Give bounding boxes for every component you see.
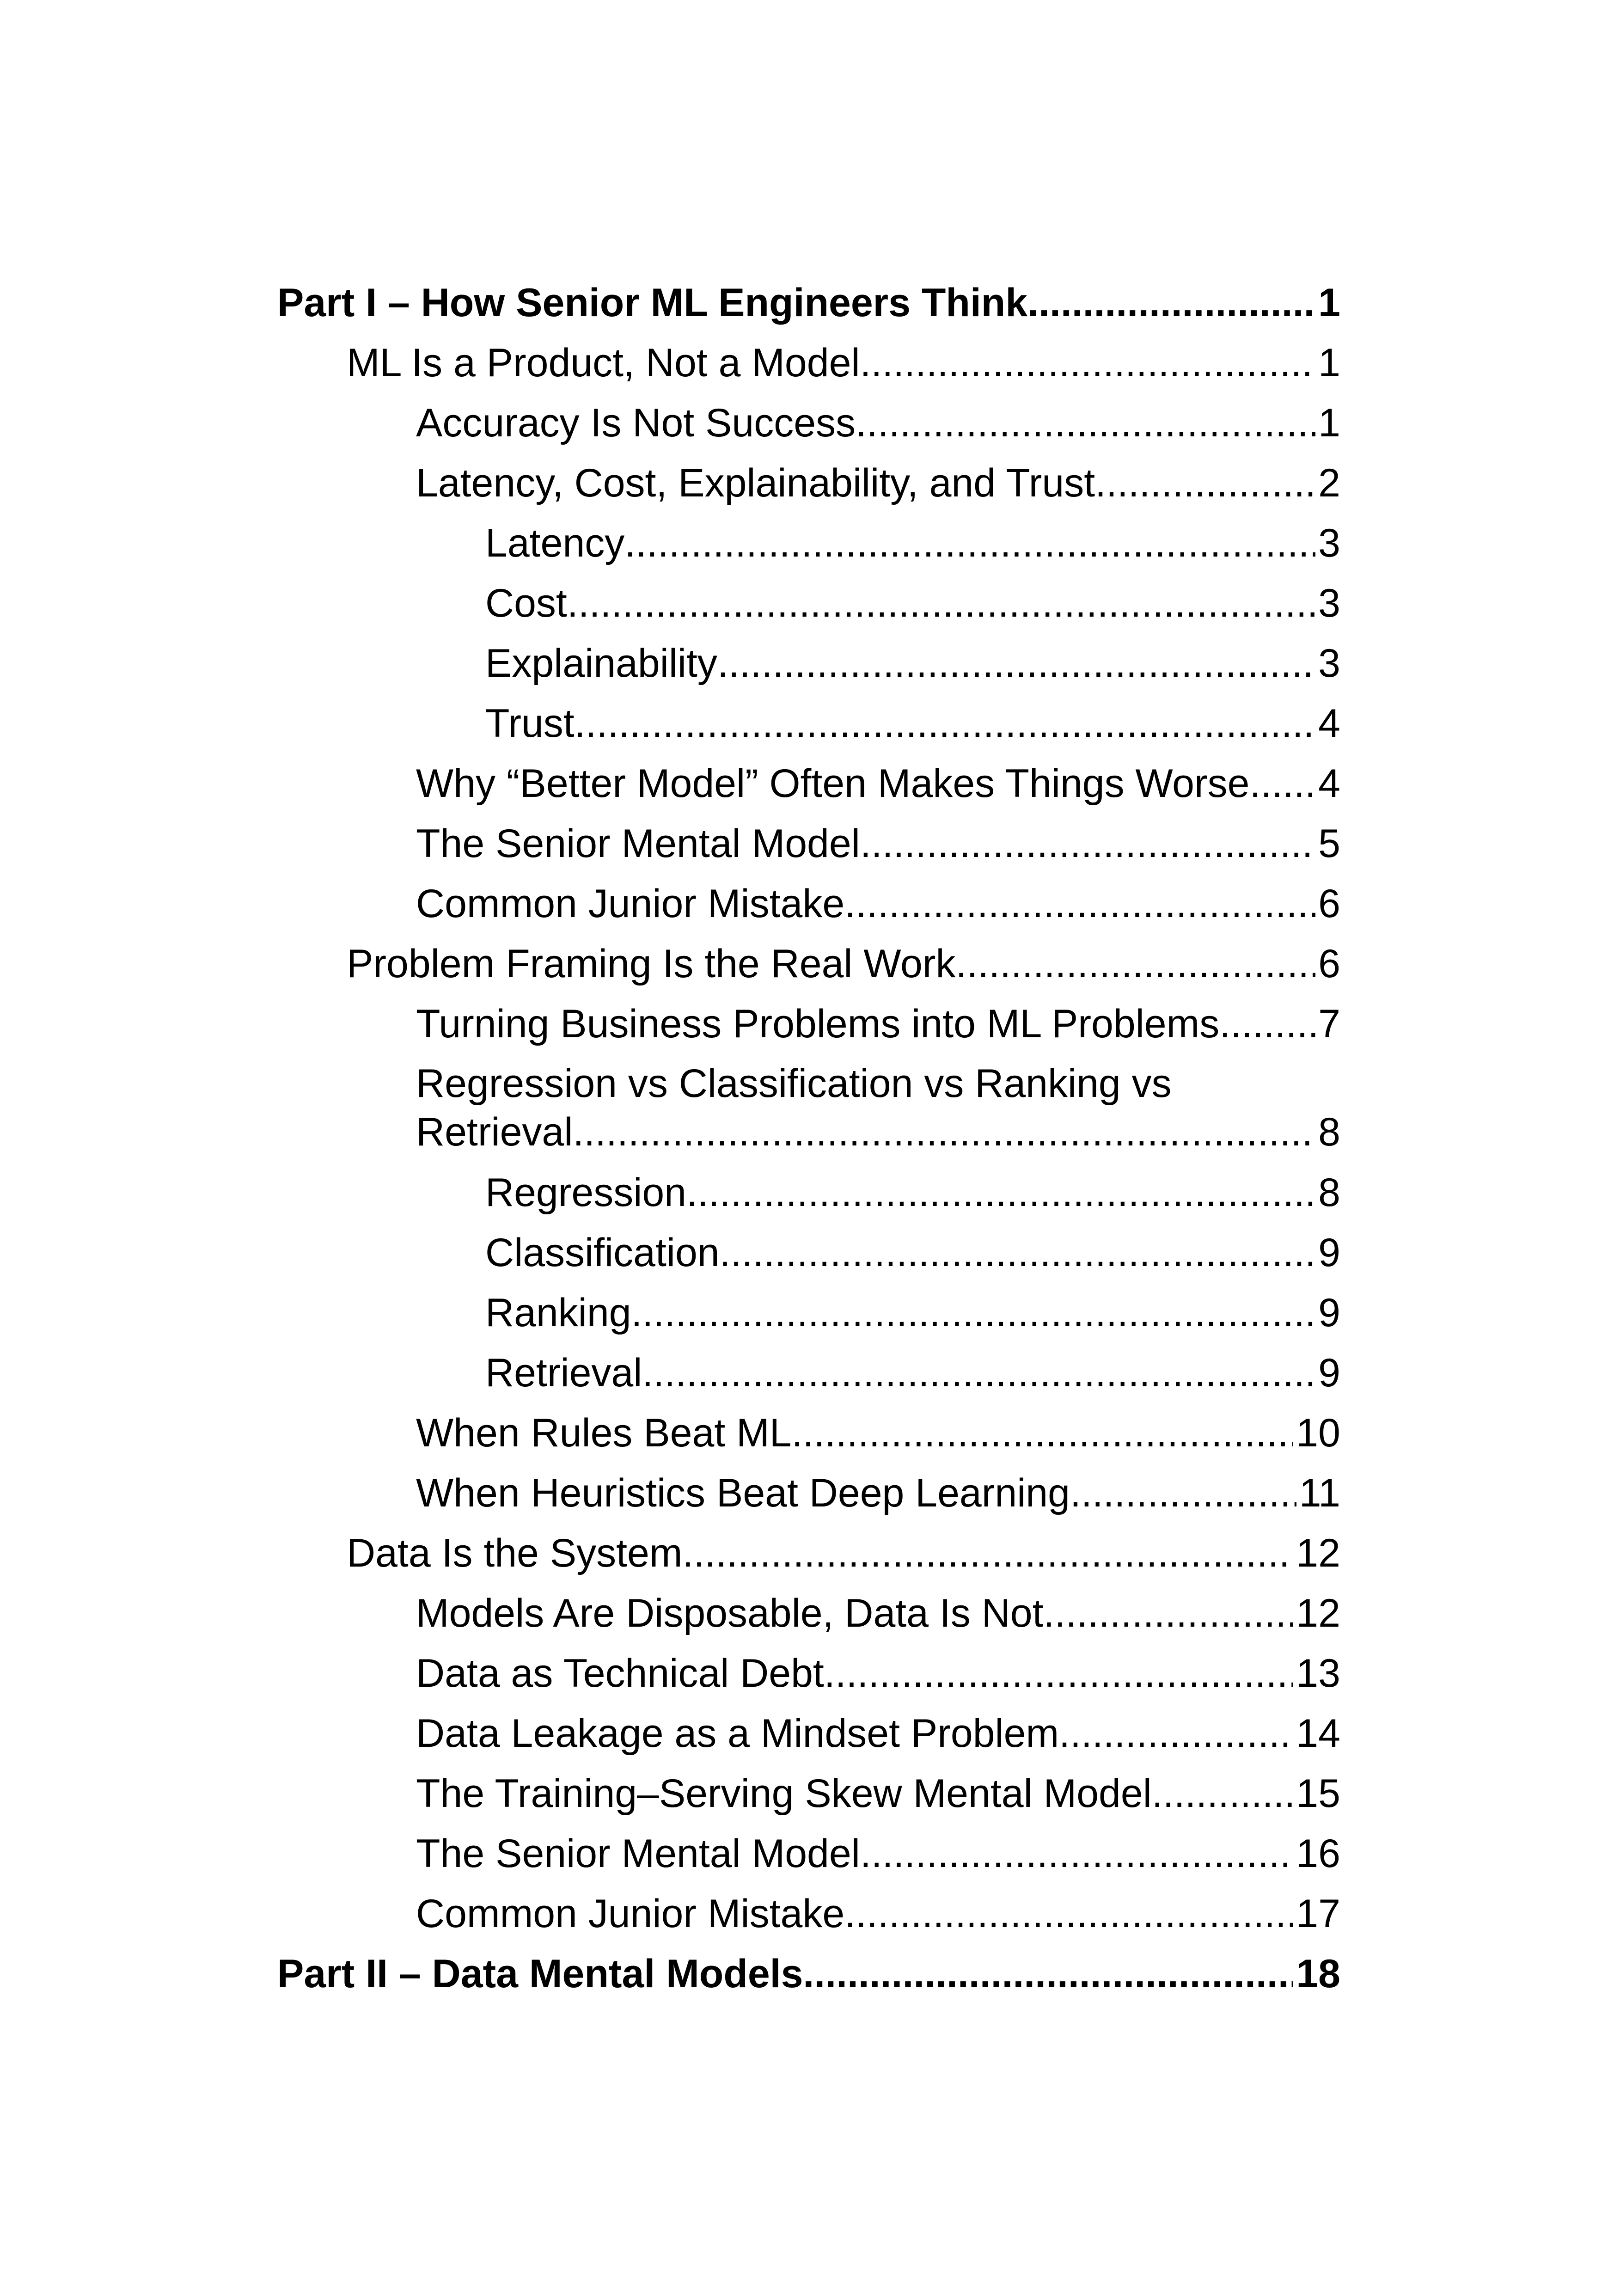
toc-entry-title: Problem Framing Is the Real Work xyxy=(347,942,956,986)
toc-entry-accuracy-is-not-success[interactable] xyxy=(277,393,1340,453)
toc-page-number: 5 xyxy=(1318,821,1340,866)
toc-entry-cost[interactable] xyxy=(277,573,1340,633)
toc-dot-leader xyxy=(856,393,1315,453)
toc-page-number: 7 xyxy=(1318,1002,1340,1046)
toc-dot-leader xyxy=(824,1643,1294,1703)
toc-dot-leader xyxy=(631,1283,1316,1343)
toc-entry-title: Regression xyxy=(485,1170,686,1215)
toc-entry-title: Data Leakage as a Mindset Problem xyxy=(416,1711,1059,1756)
toc-entry-title-line-2-row xyxy=(416,1108,1340,1157)
toc-dot-leader xyxy=(720,1223,1316,1283)
toc-entry-title: Trust xyxy=(485,701,575,746)
toc-dot-leader xyxy=(844,874,1315,934)
toc-page-number: 15 xyxy=(1296,1771,1340,1816)
toc-dot-leader xyxy=(575,693,1315,753)
toc-page-number: 2 xyxy=(1318,461,1340,505)
toc-entry-title: Common Junior Mistake xyxy=(416,882,845,926)
toc-dot-leader xyxy=(792,1403,1294,1463)
toc-page-number: 9 xyxy=(1318,1351,1340,1395)
table-of-contents xyxy=(277,273,1340,2004)
toc-page-number: 1 xyxy=(1318,401,1340,445)
toc-dot-leader xyxy=(956,934,1316,994)
toc-entry-trust[interactable] xyxy=(277,693,1340,753)
toc-page-number: 8 xyxy=(1318,1110,1340,1154)
toc-page-number: 8 xyxy=(1318,1170,1340,1215)
toc-entry-senior-mental-model[interactable] xyxy=(277,814,1340,874)
toc-entry-title: Part II – Data Mental Models xyxy=(277,1952,803,1996)
toc-entry-title: When Rules Beat ML xyxy=(416,1411,792,1455)
toc-dot-leader xyxy=(567,573,1315,633)
toc-entry-senior-mental-model-2[interactable] xyxy=(277,1824,1340,1884)
toc-entry-retrieval[interactable] xyxy=(277,1343,1340,1403)
toc-page-number: 12 xyxy=(1296,1591,1340,1635)
toc-entry-title: Retrieval xyxy=(485,1351,642,1395)
toc-dot-leader xyxy=(717,633,1315,693)
toc-entry-part-2[interactable] xyxy=(277,1944,1340,2004)
toc-entry-common-junior-mistake[interactable] xyxy=(277,874,1340,934)
toc-dot-leader xyxy=(624,513,1315,573)
toc-entry-part-1[interactable] xyxy=(277,273,1340,333)
toc-page-number: 4 xyxy=(1318,761,1340,806)
toc-page-number: 18 xyxy=(1296,1952,1340,1996)
toc-dot-leader xyxy=(683,1523,1294,1583)
toc-dot-leader xyxy=(1095,453,1315,513)
toc-page-number: 14 xyxy=(1296,1711,1340,1756)
toc-page-number: 11 xyxy=(1299,1471,1340,1515)
toc-page-number: 6 xyxy=(1318,942,1340,986)
toc-entry-latency-cost-explainability-trust[interactable] xyxy=(277,453,1340,513)
toc-entry-problem-framing[interactable] xyxy=(277,934,1340,994)
toc-dot-leader xyxy=(1070,1463,1296,1523)
toc-dot-leader xyxy=(573,1108,1315,1157)
toc-entry-data-is-the-system[interactable] xyxy=(277,1523,1340,1583)
toc-page-number: 1 xyxy=(1318,341,1340,385)
toc-entry-title: Common Junior Mistake xyxy=(416,1892,845,1936)
toc-entry-title: Retrieval xyxy=(416,1110,573,1154)
toc-entry-explainability[interactable] xyxy=(277,633,1340,693)
toc-page-number: 9 xyxy=(1318,1231,1340,1275)
toc-dot-leader xyxy=(803,1944,1293,2004)
toc-entry-models-are-disposable[interactable] xyxy=(277,1583,1340,1643)
toc-entry-title: ML Is a Product, Not a Model xyxy=(347,341,860,385)
toc-dot-leader xyxy=(1219,994,1315,1054)
toc-page-number: 4 xyxy=(1318,701,1340,746)
toc-entry-common-junior-mistake-2[interactable] xyxy=(277,1884,1340,1944)
toc-page-number: 3 xyxy=(1318,521,1340,565)
toc-entry-title: When Heuristics Beat Deep Learning xyxy=(416,1471,1070,1515)
toc-entry-title: Latency xyxy=(485,521,625,565)
toc-entry-title: The Training–Serving Skew Mental Model xyxy=(416,1771,1152,1816)
toc-dot-leader xyxy=(1059,1703,1293,1763)
toc-dot-leader xyxy=(686,1163,1315,1223)
toc-page-number: 9 xyxy=(1318,1291,1340,1335)
toc-page-number: 6 xyxy=(1318,882,1340,926)
toc-entry-ml-is-a-product[interactable] xyxy=(277,333,1340,393)
toc-dot-leader xyxy=(642,1343,1315,1403)
toc-entry-title: Accuracy Is Not Success xyxy=(416,401,856,445)
toc-entry-title: Why “Better Model” Often Makes Things Worse xyxy=(416,761,1250,806)
toc-entry-why-better-model[interactable] xyxy=(277,753,1340,814)
toc-entry-title: Data as Technical Debt xyxy=(416,1651,824,1696)
toc-entry-regression[interactable] xyxy=(277,1163,1340,1223)
toc-dot-leader xyxy=(1249,753,1315,814)
toc-entry-title: Classification xyxy=(485,1231,720,1275)
toc-entry-title: Data Is the System xyxy=(347,1531,683,1575)
toc-dot-leader xyxy=(860,333,1316,393)
toc-dot-leader xyxy=(1027,273,1315,333)
toc-dot-leader xyxy=(844,1884,1293,1944)
toc-dot-leader xyxy=(1044,1583,1294,1643)
toc-entry-title: The Senior Mental Model xyxy=(416,821,860,866)
toc-entry-title: Explainability xyxy=(485,641,717,686)
toc-entry-title-line-1: Regression vs Classification vs Ranking vs xyxy=(416,1061,1172,1106)
toc-entry-title: Cost xyxy=(485,581,567,625)
toc-page-number: 3 xyxy=(1318,581,1340,625)
toc-page-number: 1 xyxy=(1318,281,1340,325)
toc-entry-title: Turning Business Problems into ML Problems xyxy=(416,1002,1220,1046)
toc-entry-title: Latency, Cost, Explainability, and Trust xyxy=(416,461,1095,505)
toc-entry-data-as-technical-debt[interactable] xyxy=(277,1643,1340,1703)
toc-dot-leader xyxy=(860,1824,1294,1884)
toc-entry-classification[interactable] xyxy=(277,1223,1340,1283)
toc-page-number: 12 xyxy=(1296,1531,1340,1575)
toc-dot-leader xyxy=(1152,1763,1294,1824)
toc-entry-training-serving-skew[interactable] xyxy=(277,1763,1340,1824)
toc-entry-title: Models Are Disposable, Data Is Not xyxy=(416,1591,1044,1635)
toc-entry-latency[interactable] xyxy=(277,513,1340,573)
toc-page-number: 10 xyxy=(1296,1411,1340,1455)
toc-entry-title: Ranking xyxy=(485,1291,631,1335)
toc-entry-regression-vs-classification[interactable] xyxy=(277,1054,1340,1163)
toc-entry-ranking[interactable] xyxy=(277,1283,1340,1343)
toc-entry-title: Part I – How Senior ML Engineers Think xyxy=(277,281,1028,325)
toc-page-number: 13 xyxy=(1296,1651,1340,1696)
toc-entry-when-heuristics-beat-dl[interactable] xyxy=(277,1463,1340,1523)
toc-page-number: 17 xyxy=(1296,1892,1340,1936)
toc-entry-title: The Senior Mental Model xyxy=(416,1831,860,1876)
toc-entry-turning-business-problems[interactable] xyxy=(277,994,1340,1054)
toc-dot-leader xyxy=(860,814,1315,874)
toc-page-number: 3 xyxy=(1318,641,1340,686)
toc-entry-when-rules-beat-ml[interactable] xyxy=(277,1403,1340,1463)
toc-entry-data-leakage[interactable] xyxy=(277,1703,1340,1763)
toc-page-number: 16 xyxy=(1296,1831,1340,1876)
